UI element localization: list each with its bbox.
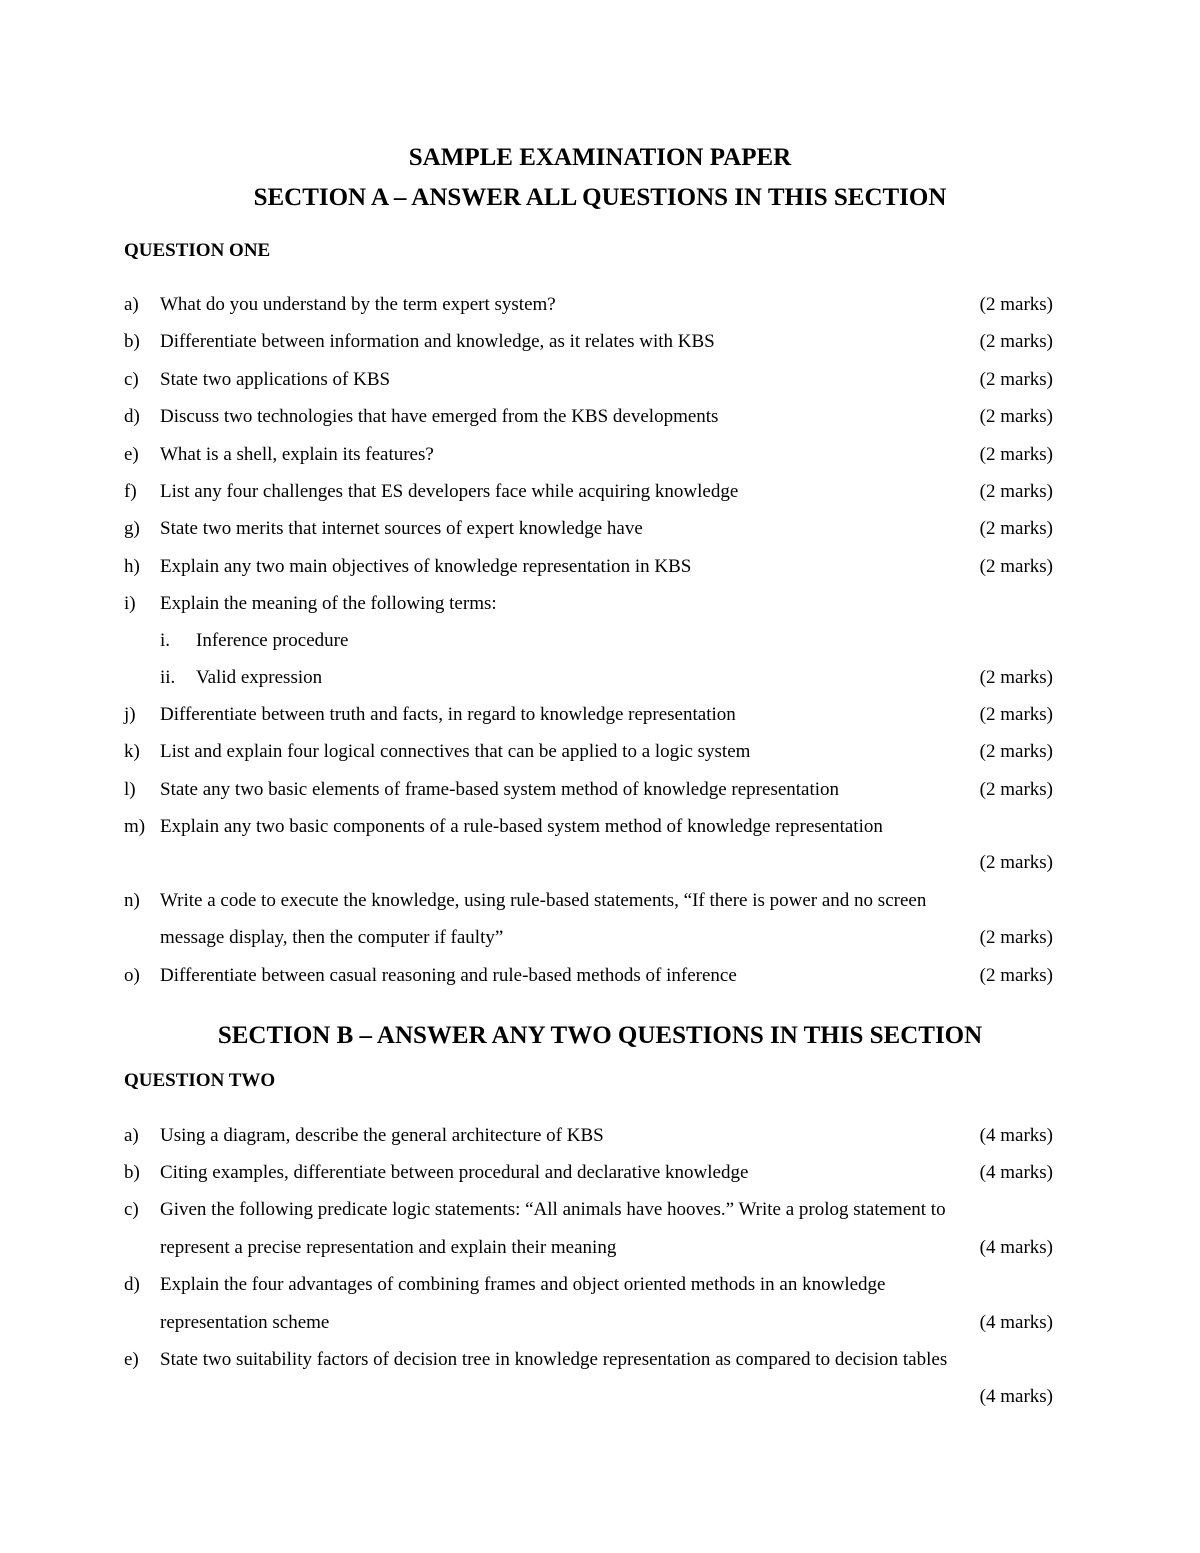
item-label: b) [124, 331, 140, 352]
item-marks: (2 marks) [979, 741, 1053, 762]
list-item [0, 442, 1200, 468]
list-item [0, 404, 1200, 430]
item-marks: (2 marks) [979, 331, 1053, 352]
item-text: Citing examples, differentiate between procedural and declarative knowledge [160, 1162, 749, 1183]
item-label: n) [124, 890, 140, 911]
subitem-marks: (2 marks) [979, 667, 1053, 688]
item-text: Explain any two basic components of a rule-based system method of knowledge representation [160, 816, 883, 837]
list-item-continuation [0, 850, 1200, 876]
item-text: State two merits that internet sources of expert knowledge have [160, 518, 643, 539]
item-label: b) [124, 1162, 140, 1183]
item-text: Explain the meaning of the following terms: [160, 593, 497, 614]
item-marks: (2 marks) [979, 518, 1053, 539]
item-text: State any two basic elements of frame-based system method of knowledge representation [160, 779, 840, 800]
list-item-continuation [0, 1384, 1200, 1410]
item-marks: (4 marks) [979, 1312, 1053, 1333]
list-item [0, 963, 1200, 989]
item-marks: (2 marks) [979, 444, 1053, 465]
question-two-heading: QUESTION TWO [124, 1070, 276, 1091]
item-label: l) [124, 779, 136, 800]
item-text: What is a shell, explain its features? [160, 444, 434, 465]
item-marks: (2 marks) [979, 481, 1053, 502]
item-text: representation scheme [160, 1312, 330, 1333]
item-text: State two suitability factors of decision tree in knowledge representation as compared to decision tables [160, 1349, 948, 1370]
list-item [0, 1272, 1200, 1298]
item-label: a) [124, 1125, 139, 1146]
item-marks: (4 marks) [979, 1386, 1053, 1407]
list-item [0, 814, 1200, 840]
item-marks: (4 marks) [979, 1125, 1053, 1146]
list-item [0, 479, 1200, 505]
item-label: e) [124, 444, 139, 465]
subitem-text: Valid expression [196, 667, 323, 688]
paper-title: SAMPLE EXAMINATION PAPER [408, 144, 792, 171]
item-text: State two applications of KBS [160, 369, 391, 390]
item-text: Explain the four advantages of combining frames and object oriented methods in an knowledge [160, 1274, 886, 1295]
item-marks: (2 marks) [979, 704, 1053, 725]
list-item-continuation [0, 925, 1200, 951]
item-label: g) [124, 518, 140, 539]
item-text: Differentiate between information and knowledge, as it relates with KBS [160, 331, 715, 352]
list-item [0, 591, 1200, 617]
item-text: What do you understand by the term expert system? [160, 294, 556, 315]
item-marks: (2 marks) [979, 556, 1053, 577]
list-item [0, 1123, 1200, 1149]
item-label: a) [124, 294, 139, 315]
item-marks: (2 marks) [979, 927, 1053, 948]
list-item [0, 702, 1200, 728]
item-text: Explain any two main objectives of knowledge representation in KBS [160, 556, 692, 577]
item-label: m) [124, 816, 146, 837]
item-label: h) [124, 556, 140, 577]
item-label: j) [124, 704, 136, 725]
item-label: i) [124, 593, 136, 614]
question-one-heading: QUESTION ONE [124, 240, 271, 261]
list-item [0, 554, 1200, 580]
section-a-heading: SECTION A – ANSWER ALL QUESTIONS IN THIS SECTION [253, 184, 947, 211]
list-item [0, 292, 1200, 318]
sub-list-item [0, 628, 1200, 654]
subitem-label: ii. [160, 667, 176, 688]
item-label: d) [124, 406, 140, 427]
item-text: Discuss two technologies that have emerged from the KBS developments [160, 406, 719, 427]
item-text: Differentiate between casual reasoning and rule-based methods of inference [160, 965, 737, 986]
list-item [0, 329, 1200, 355]
item-text: List and explain four logical connectives that can be applied to a logic system [160, 741, 751, 762]
list-item [0, 516, 1200, 542]
item-text: message display, then the computer if faulty” [160, 927, 504, 948]
item-label: k) [124, 741, 140, 762]
item-text: List any four challenges that ES developers face while acquiring knowledge [160, 481, 739, 502]
list-item [0, 1160, 1200, 1186]
list-item [0, 1197, 1200, 1223]
section-b-heading: SECTION B – ANSWER ANY TWO QUESTIONS IN THIS SECTION [217, 1022, 983, 1049]
item-text: Differentiate between truth and facts, in regard to knowledge representation [160, 704, 736, 725]
list-item-continuation [0, 1310, 1200, 1336]
list-item [0, 888, 1200, 914]
sub-list-item [0, 665, 1200, 691]
list-item [0, 739, 1200, 765]
item-label: e) [124, 1349, 139, 1370]
item-text: Using a diagram, describe the general architecture of KBS [160, 1125, 604, 1146]
list-item [0, 1347, 1200, 1373]
item-label: o) [124, 965, 140, 986]
subitem-text: Inference procedure [196, 630, 349, 651]
item-text: represent a precise representation and explain their meaning [160, 1237, 617, 1258]
item-text: Given the following predicate logic statements: “All animals have hooves.” Write a prolog statement to [160, 1199, 946, 1220]
item-label: d) [124, 1274, 140, 1295]
item-marks: (4 marks) [979, 1237, 1053, 1258]
item-marks: (2 marks) [979, 369, 1053, 390]
item-label: c) [124, 1199, 139, 1220]
item-marks: (2 marks) [979, 294, 1053, 315]
item-marks: (2 marks) [979, 406, 1053, 427]
item-marks: (2 marks) [979, 852, 1053, 873]
item-label: f) [124, 481, 137, 502]
list-item [0, 367, 1200, 393]
subitem-label: i. [160, 630, 171, 651]
item-marks: (2 marks) [979, 779, 1053, 800]
item-marks: (4 marks) [979, 1162, 1053, 1183]
list-item-continuation [0, 1235, 1200, 1261]
list-item [0, 777, 1200, 803]
item-marks: (2 marks) [979, 965, 1053, 986]
item-text: Write a code to execute the knowledge, using rule-based statements, “If there is power and no screen [160, 890, 927, 911]
item-label: c) [124, 369, 139, 390]
